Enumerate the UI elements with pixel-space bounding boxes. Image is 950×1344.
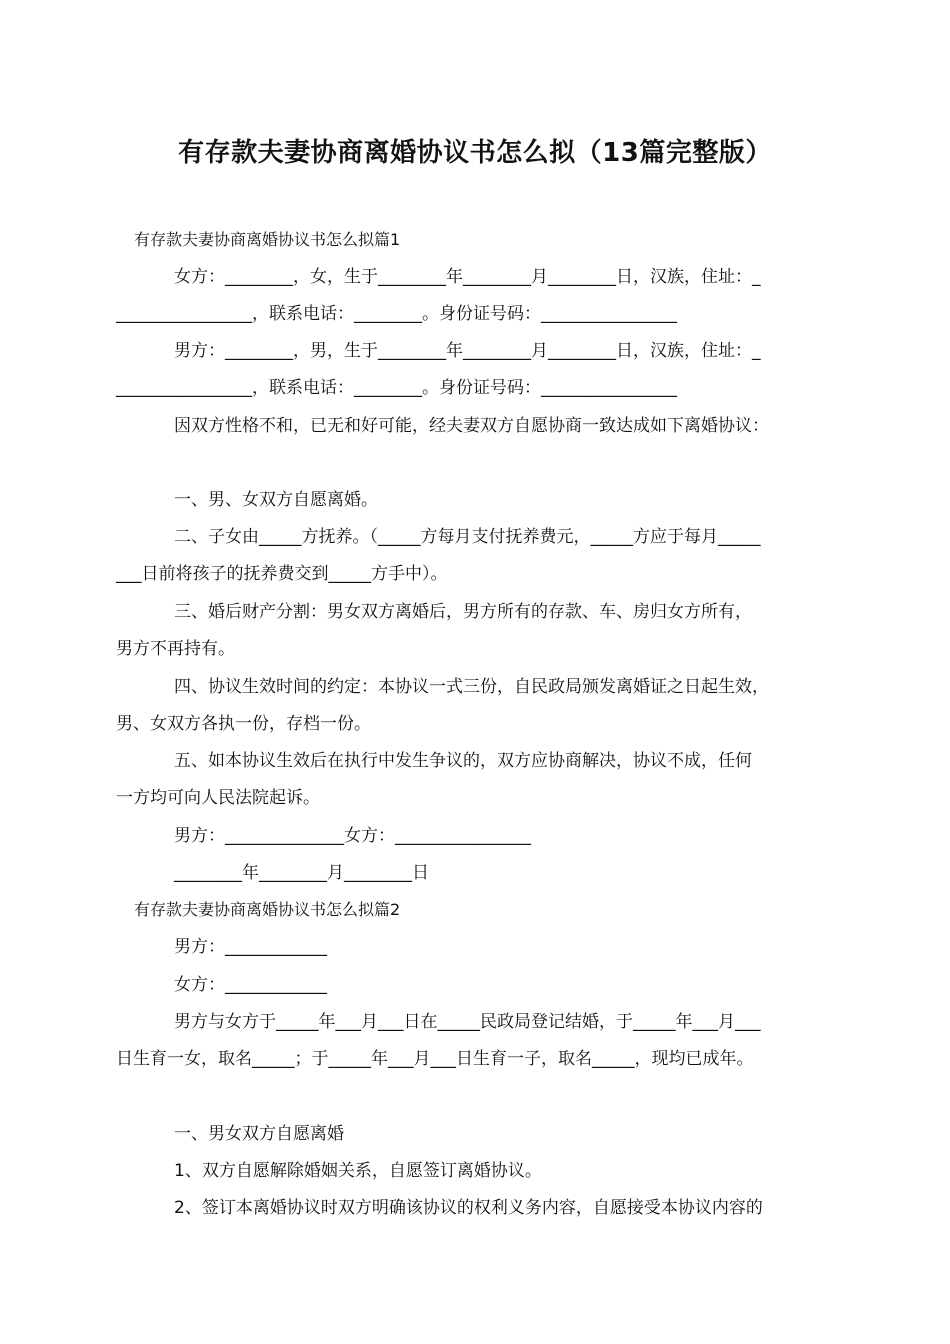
- section-heading-2: 有存款夫妻协商离婚协议书怎么拟篇2: [134, 900, 401, 919]
- paragraph-line: 三、婚后财产分割：男女双方离婚后，男方所有的存款、车、房归女方所有，: [174, 602, 752, 622]
- paragraph-line: 男方：________，男，生于________年________月________日，汉族，住址：_: [174, 341, 761, 361]
- paragraph-line: 男方不再持有。: [116, 639, 235, 659]
- date-line: ________年________月________日: [174, 863, 429, 883]
- paragraph-line: 男、女双方各执一份，存档一份。: [116, 714, 371, 734]
- paragraph-line: 2、签订本离婚协议时双方明确该协议的权利义务内容，自愿接受本协议内容的: [174, 1198, 763, 1218]
- paragraph-line: 四、协议生效时间的约定：本协议一式三份，自民政局颁发离婚证之日起生效，: [174, 677, 769, 697]
- paragraph-line: ________________，联系电话：________。身份证号码：________________: [116, 304, 677, 324]
- paragraph-line: 男方：____________: [174, 937, 327, 957]
- paragraph-line: 五、如本协议生效后在执行中发生争议的，双方应协商解决，协议不成，任何: [174, 751, 752, 771]
- paragraph-line: 一方均可向人民法院起诉。: [116, 788, 320, 808]
- paragraph-line: 女方：____________: [174, 975, 327, 995]
- paragraph-line: 因双方性格不和，已无和好可能，经夫妻双方自愿协商一致达成如下离婚协议：: [174, 416, 769, 436]
- paragraph-line: 二、子女由_____方抚养。（_____方每月支付抚养费元，_____方应于每月_____: [174, 527, 761, 547]
- paragraph-line: ________________，联系电话：________。身份证号码：________________: [116, 378, 677, 398]
- document-title: 有存款夫妻协商离婚协议书怎么拟（13篇完整版）: [178, 138, 772, 168]
- paragraph-line: 女方：________，女，生于________年________月________日，汉族，住址：_: [174, 267, 761, 287]
- paragraph-line: ___日前将孩子的抚养费交到_____方手中）。: [116, 564, 448, 584]
- paragraph-line: 男方与女方于_____年___月___日在_____民政局登记结婚，于_____年___月___: [174, 1012, 761, 1032]
- paragraph-line: 一、男、女双方自愿离婚。: [174, 490, 378, 510]
- signature-line: 男方：______________女方：________________: [174, 826, 531, 846]
- paragraph-line: 日生育一女，取名_____；于_____年___月___日生育一子，取名_____，现均已成年。: [116, 1049, 754, 1069]
- section-heading-1: 有存款夫妻协商离婚协议书怎么拟篇1: [134, 230, 401, 249]
- paragraph-line: 1、双方自愿解除婚姻关系，自愿签订离婚协议。: [174, 1161, 542, 1181]
- paragraph-line: 一、男女双方自愿离婚: [174, 1124, 344, 1144]
